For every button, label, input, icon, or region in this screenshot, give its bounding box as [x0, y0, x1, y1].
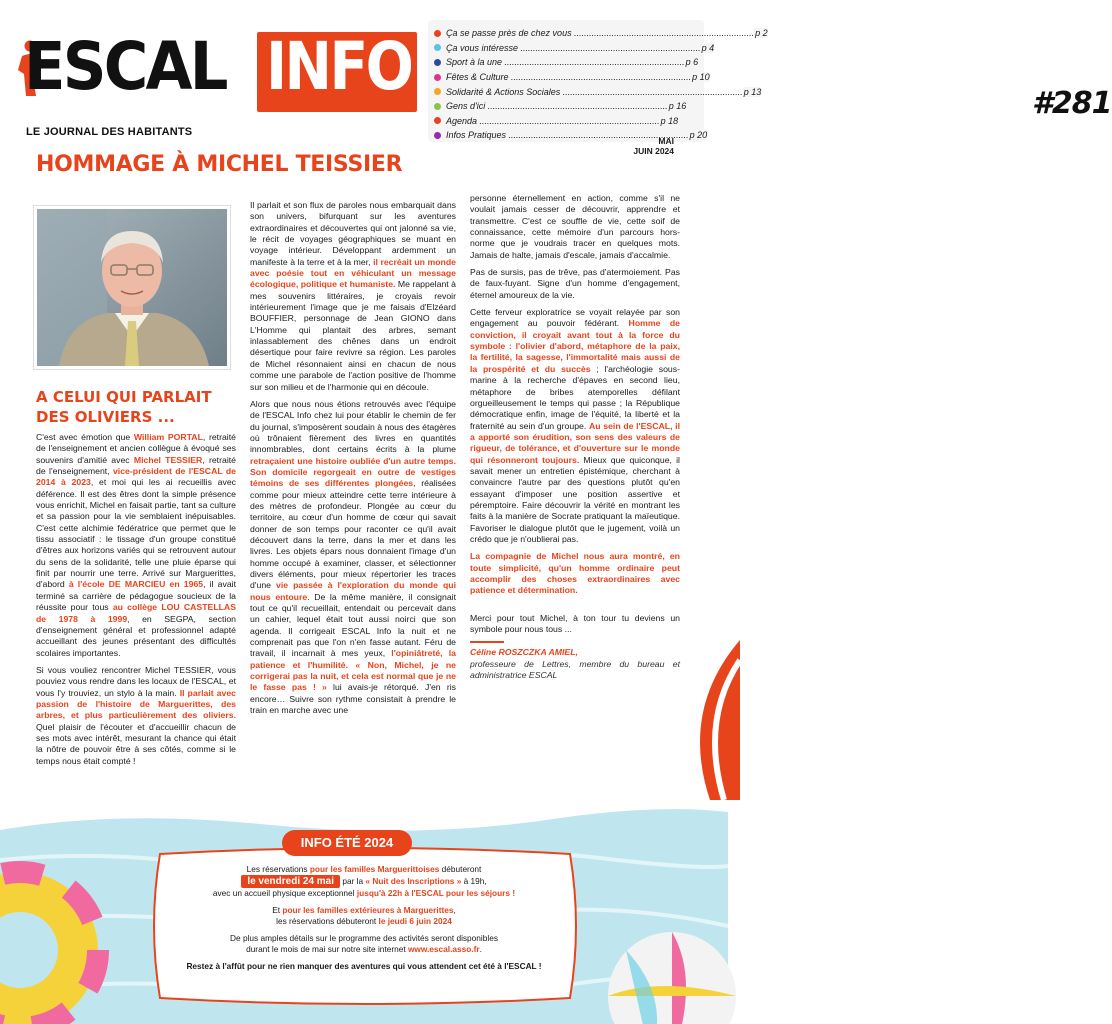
text-run: avec un accueil physique exceptionnel	[212, 888, 357, 898]
issue-number: #281	[1032, 86, 1112, 121]
toc-page: p 18	[660, 115, 679, 126]
info-ete-paragraph-1	[178, 864, 550, 899]
toc-label: Agenda .....	[446, 116, 660, 126]
highlight-text: pour les familles Marguerittoises	[309, 864, 440, 874]
text-run: . De la même manière, il consignait tout ce qu'il recueillait, entendait ou percevait dans un cahier, lequel était tout aussi noirci que son agenda. Il corrigeait ESCAL Info la nuit et ne comprenait pas que l'on n'en fasse autant. Féru de travail, il incarnait à mes yeux,	[250, 591, 456, 659]
masthead	[24, 18, 414, 146]
bullet-dot-icon	[434, 103, 441, 110]
highlight-text: pour les familles extérieures à Marguerittes	[282, 905, 454, 915]
bullet-dot-icon	[434, 30, 441, 37]
text-run: Alors que nous nous étions retrouvés avec l'équipe de l'ESCAL Info chez lui pour établir le chemin de fer du journal, s'imposèrent soudain à nous des étagères où trônaient fièrement des livres en quantités innombrables, dont certains écrits à la plume	[250, 398, 456, 455]
toc-item	[434, 114, 679, 129]
article-column-2	[250, 200, 456, 722]
highlight-text: Il parlait avec passion de l'histoire de Marguerittes, des arbres, et plus particulièrement des oliviers.	[36, 687, 236, 721]
toc-page: p 2	[755, 28, 768, 39]
highlight-text: au collège LOU CASTELLAS de 1978 à 1999	[36, 602, 236, 624]
text-run: Me rappelant à mes souvenirs littéraires, je croyais revoir intérieurement l'image que je me faisais d'Elzéard BOUFFIER, personnage de Jean GIONO dans L'Homme qui plantait des arbres, semant inlassablement des chênes dans un endroit désertique pour faire revivre sa région. Les paroles de Michel résonnaient ainsi en chacun de nous comme une parabole de l'action positive de l'homme sur son milieu et de l'harmonie qui en découle.	[250, 279, 456, 392]
text-run: durant le mois de mai sur notre site internet	[246, 944, 408, 954]
issue-month-2: JUIN 2024	[633, 146, 674, 156]
text-run: , il avait terminé sa carrière de pédagogue soucieux de la réussite pour tous	[36, 579, 236, 613]
text-run: par la	[340, 876, 366, 886]
text-run: Il parlait et son flux de paroles nous embarquait dans son univers, bifurquant sur les aventures extraordinaires et découvertes qui ont jalonné sa vie, le récit de voyages géographiques se muant en voyage intérieur. Développant ardemment un manifeste à la terre et à la mer,	[250, 200, 456, 267]
info-ete-p3-line1: De plus amples détails sur le programme des activités seront disponibles	[230, 933, 498, 943]
text-run: .	[479, 944, 482, 954]
highlight-text: jusqu'à 22h à l'ESCAL pour les séjours !	[356, 888, 516, 898]
text-run: Pas de sursis, pas de trêve, pas d'atermoiement. Pas de faux-fuyant. Signe d'un homme d'engagement, éternel amoureux de la vie.	[470, 267, 680, 300]
info-ete-paragraph-4: Restez à l'affût pour ne rien manquer des aventures qui vous attendent cet été à l'ESCAL !	[186, 961, 542, 971]
text-run: Les réservations	[246, 864, 310, 874]
bullet-dot-icon	[434, 74, 441, 81]
thanks-text: Merci pour tout Michel, à ton tour tu deviens un symbole pour nous tous ...	[470, 612, 680, 635]
toc-item	[434, 99, 687, 114]
article-column-3	[470, 193, 680, 681]
info-ete-text	[178, 864, 550, 978]
toc-label: Solidarité & Actions Sociales .....	[446, 87, 743, 97]
highlight-text: Homme de conviction, il croyait avant tout à la force du symbole : l'olivier d'abord, métaphore de la paix, la fertilité, la sagesse, l'immortalité mais aussi de la prospérité et du succès	[470, 318, 680, 374]
text-run: , réalisées comme pour mieux atteindre cette terre intérieure à des mètres de profondeur. Plongée au cœur du territoire, au cœur d'un homme de cœur qui savait donner de son temps pour raconter ce qu'il avait découvert dans la terre, dans la mer et dans les livres. Les objets épars nous donnaient l'image d'un homme occupé à examiner, classer, et sélectionner divers éléments, pour mieux répertorier les traces d'une	[250, 478, 456, 591]
text-run: , retraité de l'enseignement et ancien collègue à évoqué ses souvenirs d'amitié avec	[36, 432, 236, 465]
text-run: , et moi qui les ai recueillis avec déférence. Il est des êtres dont la simple présence vous enrichit, Michel en faisait partie, tant sa culture et sa passion pour la vie semblaient inépuisables. C'est cette alchimie fédératrice que permet que le tissu associatif : le tissage d'un groupe constitué d'êtres aux horizons variés qui se retrouvent autour du sens de la solidarité, telle une pluie éparse qui finit par nourrir une terre. Arrivé sur Marguerittes, d'abord	[36, 477, 236, 590]
toc-label: Gens d'ici .....	[446, 101, 668, 111]
logo-info: INFO	[266, 28, 412, 105]
text-run: Quel plaisir de l'écouter et d'accueillir chacun de ses mots avec intérêt, mesurant la chance qui était la nôtre de pouvoir être à ses côtés, comme si le temps nous était compté !	[36, 721, 236, 766]
highlight-text: Au sein de l'ESCAL, il a apporté son érudition, son sens des valeurs de rigueur, de tolérance, et d'ouverture sur le monde qui résonneront toujours.	[470, 420, 681, 465]
bullet-dot-icon	[434, 59, 441, 66]
article-paragraph	[470, 193, 680, 261]
toc-page: p 20	[689, 130, 708, 141]
toc-label: Ça vous intéresse .....	[446, 43, 701, 53]
text-run: Mieux que quiconque, il savait mener un entretien épistémique, cherchant à convaincre l'autre par des questions plutôt qu'en essayant d'imposer une position assertive et péremptoire. Faire découvrir la vérité en montrant les faits à la manière de Socrate pratiquant la maïeutique. Favoriser le dialogue plutôt que le jugement, voilà un crédo que je n'oublierai pas.	[470, 454, 680, 544]
toc-label: Ça se passe près de chez vous .....	[446, 28, 754, 38]
signature-role: professeure de Lettres, membre du bureau et administratrice ESCAL	[470, 658, 680, 681]
toc-item	[434, 55, 699, 70]
article-paragraph	[470, 267, 680, 301]
table-of-contents	[428, 20, 1112, 156]
highlight-text: vie passée à l'exploration du monde qui nous entoure	[250, 580, 456, 602]
text-run: Et	[272, 905, 283, 915]
info-ete-title: INFO ÉTÉ 2024	[282, 830, 412, 856]
toc-label: Sport à la une .....	[446, 57, 685, 67]
highlight-text: l'opiniâtreté, la patience et l'humilité. « Non, Michel, je ne corrigerai pas la nuit, et cela est normal que je ne le fasse pas ! »	[250, 648, 456, 693]
text-run: Cette ferveur exploratrice se voyait relayée par son engagement au pouvoir fédérant.	[470, 307, 680, 329]
toc-item	[434, 41, 715, 56]
signature-name: Céline ROSZCZKA AMIEL,	[470, 647, 578, 658]
text-run: , en SEGPA, section d'enseignement général et professionnel adapté accueillant des jeunes présentant des difficultés scolaires importantes.	[36, 613, 236, 658]
article-paragraph	[36, 665, 236, 767]
highlight-text: William PORTAL	[133, 432, 203, 442]
portrait-photo	[34, 206, 230, 369]
logo-escal: ESCAL	[24, 28, 226, 105]
article-subtitle: A CELUI QUI PARLAIT DES OLIVIERS ...	[36, 388, 212, 426]
text-run: ; l'archéologie sous-marine à la recherche d'épaves en second lieu, métaphore de bribes atemporelles défilant orgueilleusement le temps qui passe ; la République démocratique enfin, image de l'équité, la liberté et la fraternité au sein d'un groupe.	[470, 363, 680, 431]
bullet-dot-icon	[434, 117, 441, 124]
text-run: C'est avec émotion que	[36, 432, 134, 442]
toc-item	[434, 84, 762, 99]
toc-page: p 16	[668, 101, 687, 112]
highlight-text: à l'école DE MARCIEU en 1965	[68, 579, 204, 590]
bullet-dot-icon	[434, 132, 441, 139]
article-paragraph	[250, 200, 456, 393]
text-run: ,	[453, 905, 456, 915]
info-ete-paragraph-2	[178, 905, 550, 927]
bullet-dot-icon	[434, 44, 441, 51]
toc-page: p 6	[685, 57, 699, 68]
article-title: HOMMAGE À MICHEL TEISSIER	[36, 152, 403, 177]
text-run: à 19h,	[461, 876, 487, 886]
highlight-text: le jeudi 6 juin 2024	[378, 916, 452, 926]
toc-label: Fêtes & Culture .....	[446, 72, 691, 82]
info-ete-paragraph-3	[178, 933, 550, 955]
text-run: , retraité de l'enseignement,	[36, 454, 236, 477]
toc-item	[434, 26, 768, 41]
highlight-text: Michel TESSIER	[133, 454, 203, 465]
issue-date	[633, 136, 674, 156]
article-column-1	[36, 432, 236, 773]
toc-item	[434, 70, 710, 85]
highlight-text: La compagnie de Michel nous aura montré, en toute simplicité, qu'un homme ordinaire peut accomplir des choses extraordinaires avec patience et détermination.	[470, 551, 680, 596]
highlight-text: www.escal.asso.fr	[407, 944, 480, 954]
bullet-dot-icon	[434, 88, 441, 95]
toc-label: Infos Pratiques .....	[446, 130, 689, 140]
highlight-text: « Nuit des Inscriptions »	[365, 876, 462, 886]
article-paragraph	[470, 307, 680, 545]
highlight-text: retraçaient une histoire oubliée d'un autre temps. Son domicile regorgeait en outre de vestiges témoins de ses différentes plongées	[250, 455, 456, 489]
text-run: personne éternellement en action, comme s'il ne voulait jamais cesser de découvrir, apprendre et transmettre. C'est ce souffle de vie, cette soif de connaissance, cette mémoire d'un parcours hors-norme que je voudrais tracer en quelques mots. Jamais de halte, jamais d'escale, jamais d'accalmie.	[470, 193, 680, 260]
highlight-text: il recréait un monde avec poésie tout en véhiculant un message écologique, politique et humaniste.	[250, 256, 456, 290]
article-paragraph	[250, 399, 456, 717]
text-run: débuteront	[439, 864, 482, 874]
text-run: les réservations débuteront	[276, 916, 379, 926]
text-run: Si vous vouliez rencontrer Michel TESSIER, vous pouviez vous rendre dans les locaux de l'ESCAL, et vous l'y trouviez, un stylo à la main.	[36, 664, 236, 698]
toc-page: p 4	[701, 42, 715, 53]
article-paragraph	[470, 551, 680, 596]
toc-page: p 10	[692, 72, 710, 83]
article-paragraph	[36, 432, 236, 659]
signature-rule	[470, 641, 504, 643]
date-badge: le vendredi 24 mai	[241, 875, 340, 888]
decorative-swoosh	[640, 640, 740, 800]
issue-month-1: MAI	[658, 136, 674, 146]
tagline: LE JOURNAL DES HABITANTS	[26, 126, 193, 138]
toc-page: p 13	[743, 86, 762, 97]
text-run: lui avais-je rétorqué. J'en ris encore… Suivre son rythme consistait à prendre le train en marche avec une	[250, 682, 456, 716]
highlight-text: vice-président de l'ESCAL de 2014 à 2023	[36, 466, 236, 488]
